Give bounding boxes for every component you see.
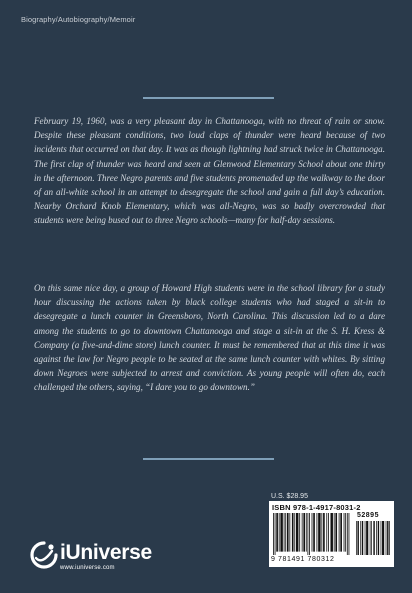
publisher-url: www.iuniverse.com: [60, 565, 115, 571]
publisher-logo: [30, 541, 160, 581]
price-label: U.S. $28.95: [271, 493, 308, 500]
addon-barcode-icon: [356, 521, 390, 555]
blurb-paragraph-2: On this same nice day, a group of Howard High students were in the school library for a study hour discussing the actions taken by black college students who had staged a sit-in to desegregate a lunch counter in Greensboro, North Carolina. This discussion led to a dare among the students to go to downtown Chattanooga and stage a sit-in at the S. H. Kress & Company (a five-and-dime store) lunch counter. It must be remembered that at this time it was against the law for Negro people to be seated at the same lunch counter with whites. By sitting down Negroes were subjected to arrest and conviction. As young people will often do, each challenged the others, saying, “I dare you to go downtown.”: [34, 283, 385, 393]
blurb-paragraph-1: February 19, 1960, was a very pleasant day in Chattanooga, with no threat of rain or snow. Despite these pleasant conditions, two loud claps of thunder were heard because of two incidents that occurred on that day. It was as though lightning had struck twice in Chattanooga. The first clap of thunder was heard and seen at Glenwood Elementary School about one thirty in the afternoon. Three Negro parents and five students promenaded up the walkway to the door of an all-white school in an attempt to desegregate the school and gain a full day’s education. Nearby Orchard Knob Elementary, which was all-Negro, was so badly overcrowded that students were being bused out to three Negro schools—many for half-day sessions.: [34, 116, 385, 226]
ean-barcode-icon: [273, 513, 351, 555]
divider-bottom: [143, 458, 274, 460]
isbn-number: ISBN 978-1-4917-8031-2: [272, 503, 361, 512]
genre-label: Biography/Autobiography/Memoir: [21, 15, 136, 24]
iuniverse-swoosh-icon: [30, 541, 58, 569]
divider-top: [143, 97, 274, 99]
price-addon-digits: 52895: [357, 512, 379, 519]
ean-digits: 9 781491 780312: [271, 556, 335, 563]
isbn-barcode: [269, 501, 394, 567]
publisher-name: iUniverse: [60, 541, 152, 564]
